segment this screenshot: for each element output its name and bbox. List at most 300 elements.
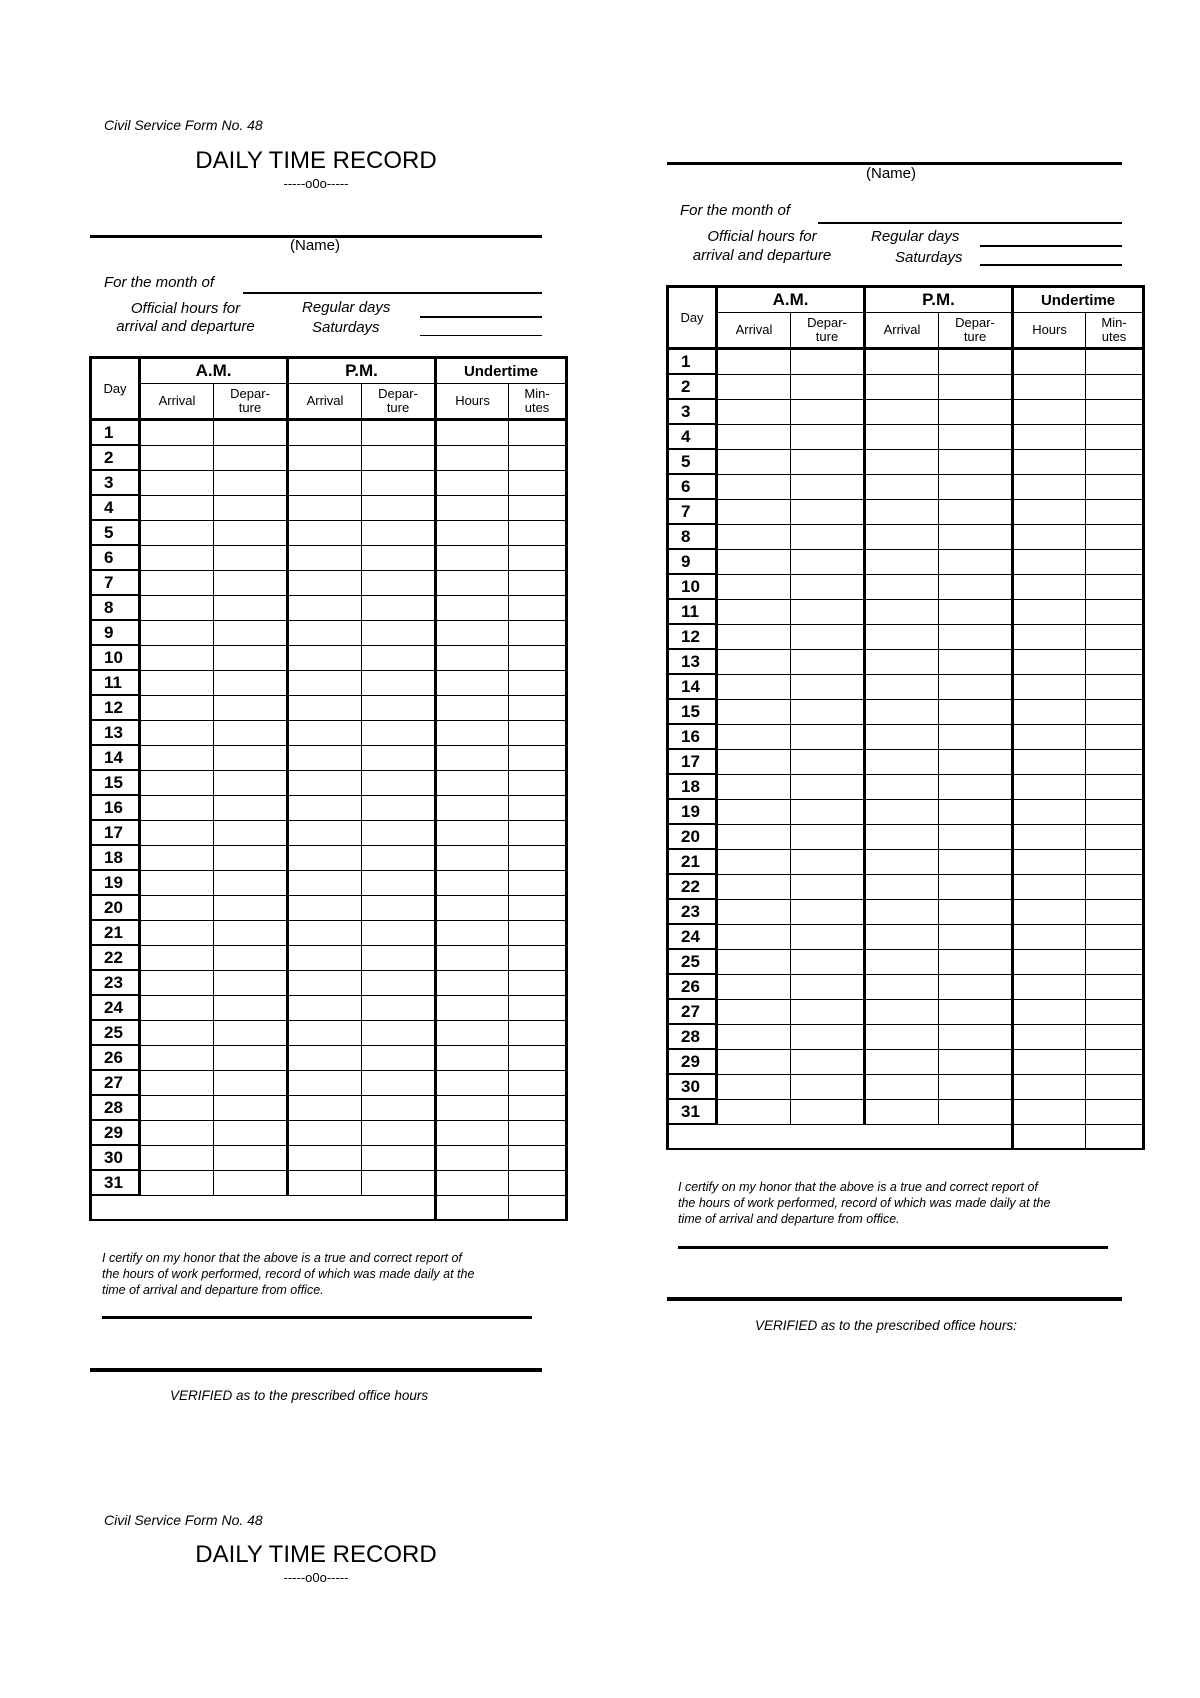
pm-departure-cell[interactable] xyxy=(362,695,436,720)
pm-arrival-cell[interactable] xyxy=(865,549,939,574)
undertime-hours-cell[interactable] xyxy=(436,895,509,920)
undertime-minutes-cell[interactable] xyxy=(509,770,567,795)
undertime-hours-cell[interactable] xyxy=(436,745,509,770)
undertime-hours-cell[interactable] xyxy=(1013,549,1086,574)
undertime-hours-cell[interactable] xyxy=(1013,674,1086,699)
supervisor-signature-line[interactable] xyxy=(667,1297,1122,1301)
am-arrival-cell[interactable] xyxy=(140,870,214,895)
undertime-hours-cell[interactable] xyxy=(1013,749,1086,774)
am-arrival-cell[interactable] xyxy=(140,795,214,820)
undertime-hours-cell[interactable] xyxy=(436,695,509,720)
undertime-hours-cell[interactable] xyxy=(436,1045,509,1070)
am-departure-cell[interactable] xyxy=(791,699,865,724)
pm-departure-cell[interactable] xyxy=(362,1095,436,1120)
am-departure-cell[interactable] xyxy=(791,374,865,399)
pm-arrival-cell[interactable] xyxy=(865,974,939,999)
am-departure-cell[interactable] xyxy=(214,770,288,795)
pm-departure-cell[interactable] xyxy=(939,524,1013,549)
am-departure-cell[interactable] xyxy=(214,720,288,745)
am-departure-cell[interactable] xyxy=(791,574,865,599)
pm-arrival-cell[interactable] xyxy=(865,674,939,699)
undertime-minutes-cell[interactable] xyxy=(509,420,567,446)
undertime-hours-cell[interactable] xyxy=(1013,974,1086,999)
undertime-hours-cell[interactable] xyxy=(1013,349,1086,375)
am-arrival-cell[interactable] xyxy=(140,445,214,470)
saturdays-line[interactable] xyxy=(980,264,1122,266)
undertime-hours-cell[interactable] xyxy=(1013,1049,1086,1074)
pm-departure-cell[interactable] xyxy=(362,670,436,695)
am-departure-cell[interactable] xyxy=(214,1170,288,1195)
am-arrival-cell[interactable] xyxy=(717,349,791,375)
am-arrival-cell[interactable] xyxy=(717,549,791,574)
pm-departure-cell[interactable] xyxy=(362,770,436,795)
undertime-hours-cell[interactable] xyxy=(436,795,509,820)
pm-departure-cell[interactable] xyxy=(362,1120,436,1145)
am-arrival-cell[interactable] xyxy=(717,1024,791,1049)
am-departure-cell[interactable] xyxy=(214,495,288,520)
undertime-hours-cell[interactable] xyxy=(436,770,509,795)
pm-arrival-cell[interactable] xyxy=(288,570,362,595)
am-arrival-cell[interactable] xyxy=(140,720,214,745)
undertime-minutes-cell[interactable] xyxy=(509,970,567,995)
pm-arrival-cell[interactable] xyxy=(288,995,362,1020)
am-arrival-cell[interactable] xyxy=(140,820,214,845)
pm-arrival-cell[interactable] xyxy=(288,845,362,870)
pm-departure-cell[interactable] xyxy=(362,545,436,570)
undertime-minutes-cell[interactable] xyxy=(509,495,567,520)
am-departure-cell[interactable] xyxy=(214,595,288,620)
am-departure-cell[interactable] xyxy=(791,824,865,849)
am-departure-cell[interactable] xyxy=(214,995,288,1020)
am-arrival-cell[interactable] xyxy=(717,899,791,924)
undertime-hours-cell[interactable] xyxy=(1013,574,1086,599)
am-arrival-cell[interactable] xyxy=(717,524,791,549)
am-arrival-cell[interactable] xyxy=(140,670,214,695)
am-arrival-cell[interactable] xyxy=(717,974,791,999)
undertime-minutes-cell[interactable] xyxy=(509,445,567,470)
undertime-minutes-cell[interactable] xyxy=(1086,724,1144,749)
undertime-hours-cell[interactable] xyxy=(436,920,509,945)
am-arrival-cell[interactable] xyxy=(140,645,214,670)
pm-arrival-cell[interactable] xyxy=(288,645,362,670)
undertime-minutes-cell[interactable] xyxy=(1086,474,1144,499)
am-departure-cell[interactable] xyxy=(791,899,865,924)
undertime-minutes-cell[interactable] xyxy=(509,520,567,545)
undertime-hours-cell[interactable] xyxy=(1013,849,1086,874)
am-arrival-cell[interactable] xyxy=(717,649,791,674)
pm-departure-cell[interactable] xyxy=(362,795,436,820)
undertime-minutes-cell[interactable] xyxy=(509,1095,567,1120)
undertime-hours-cell[interactable] xyxy=(436,1070,509,1095)
am-departure-cell[interactable] xyxy=(791,749,865,774)
pm-departure-cell[interactable] xyxy=(939,499,1013,524)
am-departure-cell[interactable] xyxy=(791,474,865,499)
undertime-minutes-cell[interactable] xyxy=(509,1145,567,1170)
pm-arrival-cell[interactable] xyxy=(288,695,362,720)
undertime-hours-cell[interactable] xyxy=(1013,699,1086,724)
undertime-minutes-cell[interactable] xyxy=(509,670,567,695)
undertime-minutes-cell[interactable] xyxy=(1086,424,1144,449)
am-arrival-cell[interactable] xyxy=(717,599,791,624)
am-arrival-cell[interactable] xyxy=(140,945,214,970)
total-minutes-cell[interactable] xyxy=(509,1195,567,1220)
pm-arrival-cell[interactable] xyxy=(865,1024,939,1049)
undertime-minutes-cell[interactable] xyxy=(509,945,567,970)
am-departure-cell[interactable] xyxy=(791,724,865,749)
undertime-hours-cell[interactable] xyxy=(1013,499,1086,524)
pm-departure-cell[interactable] xyxy=(939,549,1013,574)
signature-line[interactable] xyxy=(678,1246,1108,1249)
undertime-hours-cell[interactable] xyxy=(436,545,509,570)
undertime-hours-cell[interactable] xyxy=(436,1170,509,1195)
am-arrival-cell[interactable] xyxy=(140,420,214,446)
pm-departure-cell[interactable] xyxy=(362,945,436,970)
pm-arrival-cell[interactable] xyxy=(288,720,362,745)
pm-arrival-cell[interactable] xyxy=(288,620,362,645)
pm-arrival-cell[interactable] xyxy=(865,724,939,749)
pm-departure-cell[interactable] xyxy=(939,1049,1013,1074)
undertime-minutes-cell[interactable] xyxy=(509,1070,567,1095)
undertime-minutes-cell[interactable] xyxy=(1086,674,1144,699)
am-arrival-cell[interactable] xyxy=(140,1145,214,1170)
pm-departure-cell[interactable] xyxy=(939,649,1013,674)
undertime-minutes-cell[interactable] xyxy=(1086,499,1144,524)
pm-arrival-cell[interactable] xyxy=(865,699,939,724)
am-arrival-cell[interactable] xyxy=(717,874,791,899)
undertime-minutes-cell[interactable] xyxy=(509,1170,567,1195)
am-arrival-cell[interactable] xyxy=(140,595,214,620)
pm-arrival-cell[interactable] xyxy=(288,1095,362,1120)
am-arrival-cell[interactable] xyxy=(717,499,791,524)
undertime-hours-cell[interactable] xyxy=(1013,874,1086,899)
am-arrival-cell[interactable] xyxy=(140,970,214,995)
month-line[interactable] xyxy=(243,292,542,294)
undertime-hours-cell[interactable] xyxy=(436,1020,509,1045)
pm-arrival-cell[interactable] xyxy=(865,524,939,549)
undertime-minutes-cell[interactable] xyxy=(1086,1099,1144,1124)
undertime-hours-cell[interactable] xyxy=(1013,949,1086,974)
pm-departure-cell[interactable] xyxy=(939,399,1013,424)
pm-departure-cell[interactable] xyxy=(362,845,436,870)
am-arrival-cell[interactable] xyxy=(717,924,791,949)
am-departure-cell[interactable] xyxy=(214,1145,288,1170)
am-departure-cell[interactable] xyxy=(214,470,288,495)
am-departure-cell[interactable] xyxy=(791,1024,865,1049)
am-departure-cell[interactable] xyxy=(214,1020,288,1045)
pm-arrival-cell[interactable] xyxy=(288,945,362,970)
pm-departure-cell[interactable] xyxy=(939,349,1013,375)
am-departure-cell[interactable] xyxy=(214,570,288,595)
undertime-minutes-cell[interactable] xyxy=(1086,799,1144,824)
undertime-minutes-cell[interactable] xyxy=(1086,574,1144,599)
undertime-hours-cell[interactable] xyxy=(436,495,509,520)
pm-departure-cell[interactable] xyxy=(939,749,1013,774)
am-departure-cell[interactable] xyxy=(214,620,288,645)
pm-departure-cell[interactable] xyxy=(939,874,1013,899)
am-departure-cell[interactable] xyxy=(214,895,288,920)
pm-departure-cell[interactable] xyxy=(362,820,436,845)
pm-departure-cell[interactable] xyxy=(362,1020,436,1045)
am-arrival-cell[interactable] xyxy=(717,449,791,474)
am-departure-cell[interactable] xyxy=(791,674,865,699)
pm-departure-cell[interactable] xyxy=(362,645,436,670)
am-departure-cell[interactable] xyxy=(791,799,865,824)
signature-line[interactable] xyxy=(102,1316,532,1319)
am-departure-cell[interactable] xyxy=(791,849,865,874)
pm-arrival-cell[interactable] xyxy=(288,1045,362,1070)
pm-arrival-cell[interactable] xyxy=(288,870,362,895)
am-arrival-cell[interactable] xyxy=(717,674,791,699)
total-minutes-cell[interactable] xyxy=(1086,1124,1144,1149)
pm-departure-cell[interactable] xyxy=(939,574,1013,599)
am-departure-cell[interactable] xyxy=(791,499,865,524)
am-arrival-cell[interactable] xyxy=(717,424,791,449)
undertime-minutes-cell[interactable] xyxy=(1086,549,1144,574)
undertime-hours-cell[interactable] xyxy=(1013,474,1086,499)
am-arrival-cell[interactable] xyxy=(140,745,214,770)
undertime-hours-cell[interactable] xyxy=(1013,1099,1086,1124)
undertime-minutes-cell[interactable] xyxy=(509,620,567,645)
am-arrival-cell[interactable] xyxy=(717,1049,791,1074)
pm-departure-cell[interactable] xyxy=(362,470,436,495)
pm-departure-cell[interactable] xyxy=(362,970,436,995)
am-departure-cell[interactable] xyxy=(214,970,288,995)
am-departure-cell[interactable] xyxy=(214,870,288,895)
undertime-hours-cell[interactable] xyxy=(436,995,509,1020)
pm-arrival-cell[interactable] xyxy=(288,495,362,520)
undertime-hours-cell[interactable] xyxy=(1013,999,1086,1024)
undertime-minutes-cell[interactable] xyxy=(1086,949,1144,974)
undertime-minutes-cell[interactable] xyxy=(1086,1024,1144,1049)
pm-arrival-cell[interactable] xyxy=(865,899,939,924)
undertime-hours-cell[interactable] xyxy=(436,470,509,495)
pm-arrival-cell[interactable] xyxy=(288,445,362,470)
undertime-minutes-cell[interactable] xyxy=(509,1045,567,1070)
am-departure-cell[interactable] xyxy=(791,449,865,474)
am-departure-cell[interactable] xyxy=(791,999,865,1024)
am-departure-cell[interactable] xyxy=(214,545,288,570)
am-departure-cell[interactable] xyxy=(791,1049,865,1074)
am-departure-cell[interactable] xyxy=(791,599,865,624)
pm-departure-cell[interactable] xyxy=(939,1024,1013,1049)
am-departure-cell[interactable] xyxy=(791,1074,865,1099)
undertime-hours-cell[interactable] xyxy=(1013,524,1086,549)
pm-departure-cell[interactable] xyxy=(362,1145,436,1170)
undertime-minutes-cell[interactable] xyxy=(509,595,567,620)
pm-arrival-cell[interactable] xyxy=(865,1074,939,1099)
undertime-minutes-cell[interactable] xyxy=(1086,824,1144,849)
undertime-hours-cell[interactable] xyxy=(436,1145,509,1170)
pm-arrival-cell[interactable] xyxy=(288,795,362,820)
pm-arrival-cell[interactable] xyxy=(865,849,939,874)
pm-departure-cell[interactable] xyxy=(362,720,436,745)
am-departure-cell[interactable] xyxy=(791,924,865,949)
pm-arrival-cell[interactable] xyxy=(288,820,362,845)
pm-arrival-cell[interactable] xyxy=(865,449,939,474)
undertime-hours-cell[interactable] xyxy=(1013,1024,1086,1049)
undertime-minutes-cell[interactable] xyxy=(509,920,567,945)
am-arrival-cell[interactable] xyxy=(717,1074,791,1099)
pm-departure-cell[interactable] xyxy=(939,774,1013,799)
am-arrival-cell[interactable] xyxy=(140,845,214,870)
undertime-hours-cell[interactable] xyxy=(436,595,509,620)
undertime-hours-cell[interactable] xyxy=(436,820,509,845)
undertime-minutes-cell[interactable] xyxy=(1086,599,1144,624)
am-arrival-cell[interactable] xyxy=(140,470,214,495)
am-arrival-cell[interactable] xyxy=(140,1170,214,1195)
undertime-hours-cell[interactable] xyxy=(436,445,509,470)
undertime-minutes-cell[interactable] xyxy=(509,820,567,845)
undertime-hours-cell[interactable] xyxy=(436,720,509,745)
pm-departure-cell[interactable] xyxy=(362,570,436,595)
am-arrival-cell[interactable] xyxy=(140,620,214,645)
undertime-minutes-cell[interactable] xyxy=(1086,1049,1144,1074)
am-departure-cell[interactable] xyxy=(791,974,865,999)
undertime-minutes-cell[interactable] xyxy=(1086,699,1144,724)
am-departure-cell[interactable] xyxy=(214,745,288,770)
am-arrival-cell[interactable] xyxy=(140,770,214,795)
am-arrival-cell[interactable] xyxy=(717,399,791,424)
supervisor-signature-line[interactable] xyxy=(90,1368,542,1372)
am-arrival-cell[interactable] xyxy=(140,995,214,1020)
undertime-hours-cell[interactable] xyxy=(436,870,509,895)
pm-departure-cell[interactable] xyxy=(362,595,436,620)
pm-departure-cell[interactable] xyxy=(362,1170,436,1195)
am-departure-cell[interactable] xyxy=(791,549,865,574)
pm-arrival-cell[interactable] xyxy=(865,349,939,375)
am-arrival-cell[interactable] xyxy=(717,849,791,874)
regular-days-line[interactable] xyxy=(980,245,1122,247)
am-arrival-cell[interactable] xyxy=(140,520,214,545)
am-departure-cell[interactable] xyxy=(214,945,288,970)
undertime-hours-cell[interactable] xyxy=(436,570,509,595)
pm-departure-cell[interactable] xyxy=(362,520,436,545)
pm-arrival-cell[interactable] xyxy=(288,670,362,695)
pm-departure-cell[interactable] xyxy=(939,474,1013,499)
undertime-hours-cell[interactable] xyxy=(1013,924,1086,949)
undertime-minutes-cell[interactable] xyxy=(509,470,567,495)
pm-departure-cell[interactable] xyxy=(362,995,436,1020)
pm-departure-cell[interactable] xyxy=(362,870,436,895)
undertime-hours-cell[interactable] xyxy=(436,420,509,446)
am-arrival-cell[interactable] xyxy=(140,1120,214,1145)
pm-arrival-cell[interactable] xyxy=(865,424,939,449)
undertime-minutes-cell[interactable] xyxy=(509,870,567,895)
am-arrival-cell[interactable] xyxy=(717,574,791,599)
am-arrival-cell[interactable] xyxy=(140,1020,214,1045)
undertime-minutes-cell[interactable] xyxy=(509,995,567,1020)
pm-departure-cell[interactable] xyxy=(362,920,436,945)
pm-departure-cell[interactable] xyxy=(939,974,1013,999)
am-arrival-cell[interactable] xyxy=(140,895,214,920)
am-arrival-cell[interactable] xyxy=(717,774,791,799)
undertime-minutes-cell[interactable] xyxy=(1086,1074,1144,1099)
undertime-hours-cell[interactable] xyxy=(436,1095,509,1120)
am-arrival-cell[interactable] xyxy=(717,474,791,499)
undertime-hours-cell[interactable] xyxy=(1013,399,1086,424)
am-arrival-cell[interactable] xyxy=(717,949,791,974)
undertime-minutes-cell[interactable] xyxy=(509,695,567,720)
undertime-hours-cell[interactable] xyxy=(1013,899,1086,924)
pm-arrival-cell[interactable] xyxy=(288,1145,362,1170)
pm-departure-cell[interactable] xyxy=(362,495,436,520)
pm-arrival-cell[interactable] xyxy=(288,745,362,770)
am-departure-cell[interactable] xyxy=(791,774,865,799)
pm-arrival-cell[interactable] xyxy=(865,374,939,399)
pm-departure-cell[interactable] xyxy=(362,445,436,470)
am-departure-cell[interactable] xyxy=(791,949,865,974)
undertime-minutes-cell[interactable] xyxy=(1086,774,1144,799)
pm-arrival-cell[interactable] xyxy=(865,999,939,1024)
pm-arrival-cell[interactable] xyxy=(288,1020,362,1045)
pm-departure-cell[interactable] xyxy=(362,745,436,770)
pm-arrival-cell[interactable] xyxy=(288,1120,362,1145)
am-departure-cell[interactable] xyxy=(791,874,865,899)
undertime-hours-cell[interactable] xyxy=(1013,824,1086,849)
undertime-hours-cell[interactable] xyxy=(1013,624,1086,649)
pm-arrival-cell[interactable] xyxy=(288,770,362,795)
undertime-minutes-cell[interactable] xyxy=(1086,649,1144,674)
pm-arrival-cell[interactable] xyxy=(865,624,939,649)
regular-days-line[interactable] xyxy=(420,316,542,318)
pm-departure-cell[interactable] xyxy=(939,449,1013,474)
pm-arrival-cell[interactable] xyxy=(288,520,362,545)
undertime-hours-cell[interactable] xyxy=(1013,599,1086,624)
am-departure-cell[interactable] xyxy=(214,445,288,470)
am-departure-cell[interactable] xyxy=(214,670,288,695)
undertime-minutes-cell[interactable] xyxy=(509,895,567,920)
undertime-hours-cell[interactable] xyxy=(436,970,509,995)
undertime-minutes-cell[interactable] xyxy=(1086,374,1144,399)
am-arrival-cell[interactable] xyxy=(717,1099,791,1124)
pm-arrival-cell[interactable] xyxy=(288,595,362,620)
undertime-minutes-cell[interactable] xyxy=(1086,399,1144,424)
am-departure-cell[interactable] xyxy=(214,695,288,720)
am-departure-cell[interactable] xyxy=(214,645,288,670)
undertime-minutes-cell[interactable] xyxy=(509,645,567,670)
am-arrival-cell[interactable] xyxy=(717,699,791,724)
pm-arrival-cell[interactable] xyxy=(865,1049,939,1074)
pm-departure-cell[interactable] xyxy=(939,624,1013,649)
pm-arrival-cell[interactable] xyxy=(865,799,939,824)
pm-departure-cell[interactable] xyxy=(362,420,436,446)
undertime-minutes-cell[interactable] xyxy=(1086,874,1144,899)
pm-departure-cell[interactable] xyxy=(362,620,436,645)
pm-departure-cell[interactable] xyxy=(362,895,436,920)
pm-arrival-cell[interactable] xyxy=(865,399,939,424)
pm-departure-cell[interactable] xyxy=(939,1099,1013,1124)
am-arrival-cell[interactable] xyxy=(140,1095,214,1120)
undertime-hours-cell[interactable] xyxy=(1013,1074,1086,1099)
pm-arrival-cell[interactable] xyxy=(865,649,939,674)
am-departure-cell[interactable] xyxy=(214,820,288,845)
pm-departure-cell[interactable] xyxy=(939,424,1013,449)
pm-arrival-cell[interactable] xyxy=(865,474,939,499)
pm-departure-cell[interactable] xyxy=(939,1074,1013,1099)
am-departure-cell[interactable] xyxy=(791,1099,865,1124)
am-departure-cell[interactable] xyxy=(214,845,288,870)
am-arrival-cell[interactable] xyxy=(717,724,791,749)
undertime-minutes-cell[interactable] xyxy=(1086,974,1144,999)
pm-arrival-cell[interactable] xyxy=(288,420,362,446)
undertime-hours-cell[interactable] xyxy=(1013,774,1086,799)
am-departure-cell[interactable] xyxy=(214,520,288,545)
pm-arrival-cell[interactable] xyxy=(288,470,362,495)
am-departure-cell[interactable] xyxy=(791,624,865,649)
pm-departure-cell[interactable] xyxy=(939,699,1013,724)
am-departure-cell[interactable] xyxy=(214,795,288,820)
undertime-minutes-cell[interactable] xyxy=(509,1120,567,1145)
